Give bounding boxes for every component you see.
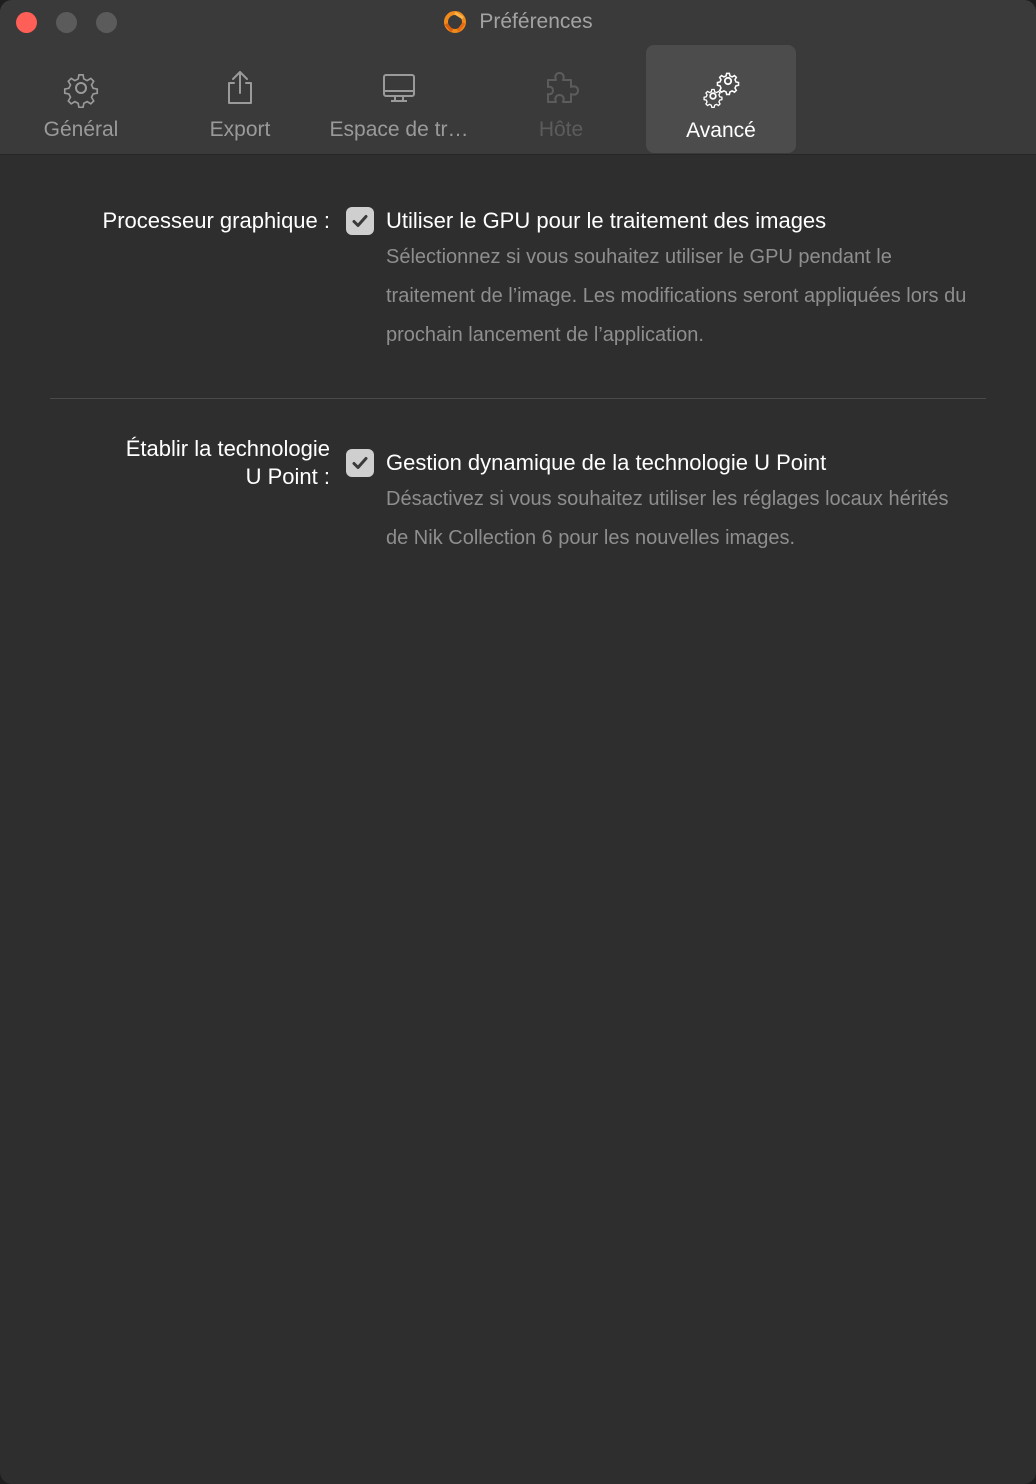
upoint-label-line2: U Point : [245, 464, 330, 489]
advanced-settings-panel [0, 155, 1036, 1484]
gpu-option-description: Sélectionnez si vous souhaitez utiliser le GPU pendant le traitement de l’image. Les modifications seront appliquées lors du prochain lancement de l’application. [386, 246, 967, 346]
tab-advanced[interactable] [646, 45, 796, 153]
title-bar [0, 0, 1036, 44]
tab-host[interactable] [486, 44, 636, 154]
gear-icon [59, 66, 103, 110]
section-divider [50, 398, 986, 399]
tab-label: Avancé [686, 119, 756, 142]
tab-general[interactable] [6, 44, 156, 154]
window-title: Préférences [479, 10, 593, 33]
gpu-checkbox[interactable] [346, 207, 374, 235]
monitor-icon [377, 66, 421, 110]
aperture-logo-icon [443, 10, 467, 34]
puzzle-icon [539, 66, 583, 110]
tab-label: Général [43, 118, 119, 141]
gpu-setting-label: Processeur graphique : [102, 208, 330, 233]
checkmark-icon [350, 453, 370, 473]
upoint-option-description: Désactivez si vous souhaitez utiliser les réglages locaux hérités de Nik Collection 6 pour les nouvelles images. [386, 488, 949, 549]
preferences-toolbar [0, 44, 1036, 155]
upoint-label-line1: Établir la technologie [125, 436, 330, 461]
tab-label: Hôte [538, 118, 584, 141]
share-icon [218, 66, 262, 110]
tab-export[interactable] [165, 44, 315, 154]
gears-icon [699, 67, 743, 111]
checkmark-icon [350, 211, 370, 231]
gpu-option-title[interactable]: Utiliser le GPU pour le traitement des images [386, 208, 827, 233]
tab-label: Export [209, 118, 271, 141]
upoint-setting-label [126, 435, 330, 491]
window-title-group [0, 0, 1036, 44]
tab-workspace[interactable] [324, 44, 474, 154]
upoint-option-title[interactable]: Gestion dynamique de la technologie U Point [386, 450, 827, 475]
tab-label: Espace de tr… [329, 118, 469, 141]
upoint-checkbox[interactable] [346, 449, 374, 477]
